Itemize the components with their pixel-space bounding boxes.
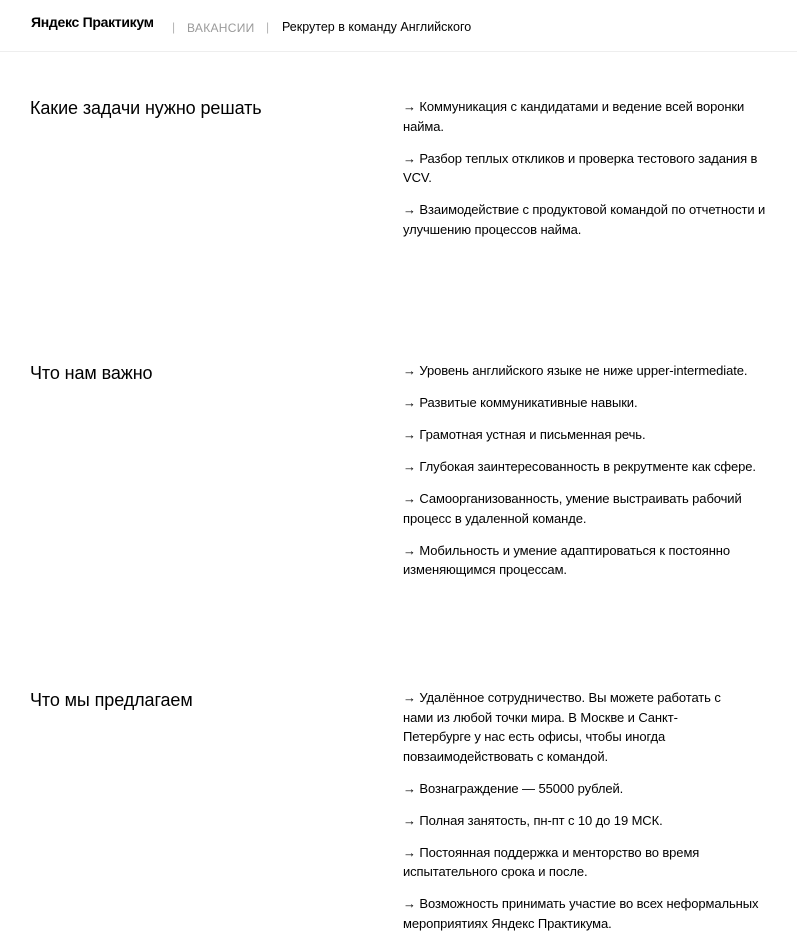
list-item: → Разбор теплых откликов и проверка тестового задания в VCV. — [403, 150, 758, 185]
breadcrumb-separator: | — [266, 20, 270, 34]
list-item: → Постоянная поддержка и менторство во время испытательного срока и после. — [403, 844, 700, 879]
list-item: → Возможность принимать участие во всех неформальных мероприятиях Яндекс Практикума. — [403, 896, 759, 931]
list-item: → Удалённое сотрудничество. Вы можете работать с нами из любой точки мира. В Москве и Санкт-Петербурге у нас есть офисы, чтобы иногда повзаимодействовать с командой. — [403, 690, 721, 764]
section-title-tasks: Какие задачи нужно решать — [30, 98, 262, 118]
section-title-offer: Что мы предлагаем — [30, 690, 193, 710]
section-title-requirements: Что нам важно — [30, 363, 153, 383]
list-item: → Полная занятость, пн-пт с 10 до 19 МСК. — [403, 812, 663, 828]
list-item: → Глубокая заинтересованность в рекрутменте как сфере. — [403, 459, 756, 474]
requirements-list — [403, 361, 775, 592]
breadcrumb-vacancies-link[interactable]: ВАКАНСИИ — [187, 21, 255, 35]
yandex-praktikum-logo[interactable]: Яндекс Практикум — [31, 14, 154, 30]
list-item: → Мобильность и умение адаптироваться к постоянно изменяющимся процессам. — [403, 542, 730, 577]
offer-list — [403, 688, 775, 946]
list-item: → Взаимодействие с продуктовой командой по отчетности и улучшению процессов найма. — [403, 202, 766, 237]
list-item: → Развитые коммуникативные навыки. — [403, 395, 638, 410]
tasks-list — [403, 97, 775, 252]
list-item: → Самоорганизованность, умение выстраивать рабочий процесс в удаленной команде. — [403, 491, 742, 526]
list-item: → Уровень английского языке не ниже upper-intermediate. — [403, 363, 748, 378]
breadcrumb-current-page: Рекрутер в команду Английского — [282, 20, 472, 34]
list-item: → Вознаграждение — 55000 рублей. — [403, 780, 624, 796]
site-header — [0, 0, 797, 52]
list-item: → Грамотная устная и письменная речь. — [403, 427, 646, 442]
breadcrumb-separator: | — [172, 20, 176, 34]
list-item: → Коммуникация с кандидатами и ведение всей воронки найма. — [403, 99, 745, 134]
